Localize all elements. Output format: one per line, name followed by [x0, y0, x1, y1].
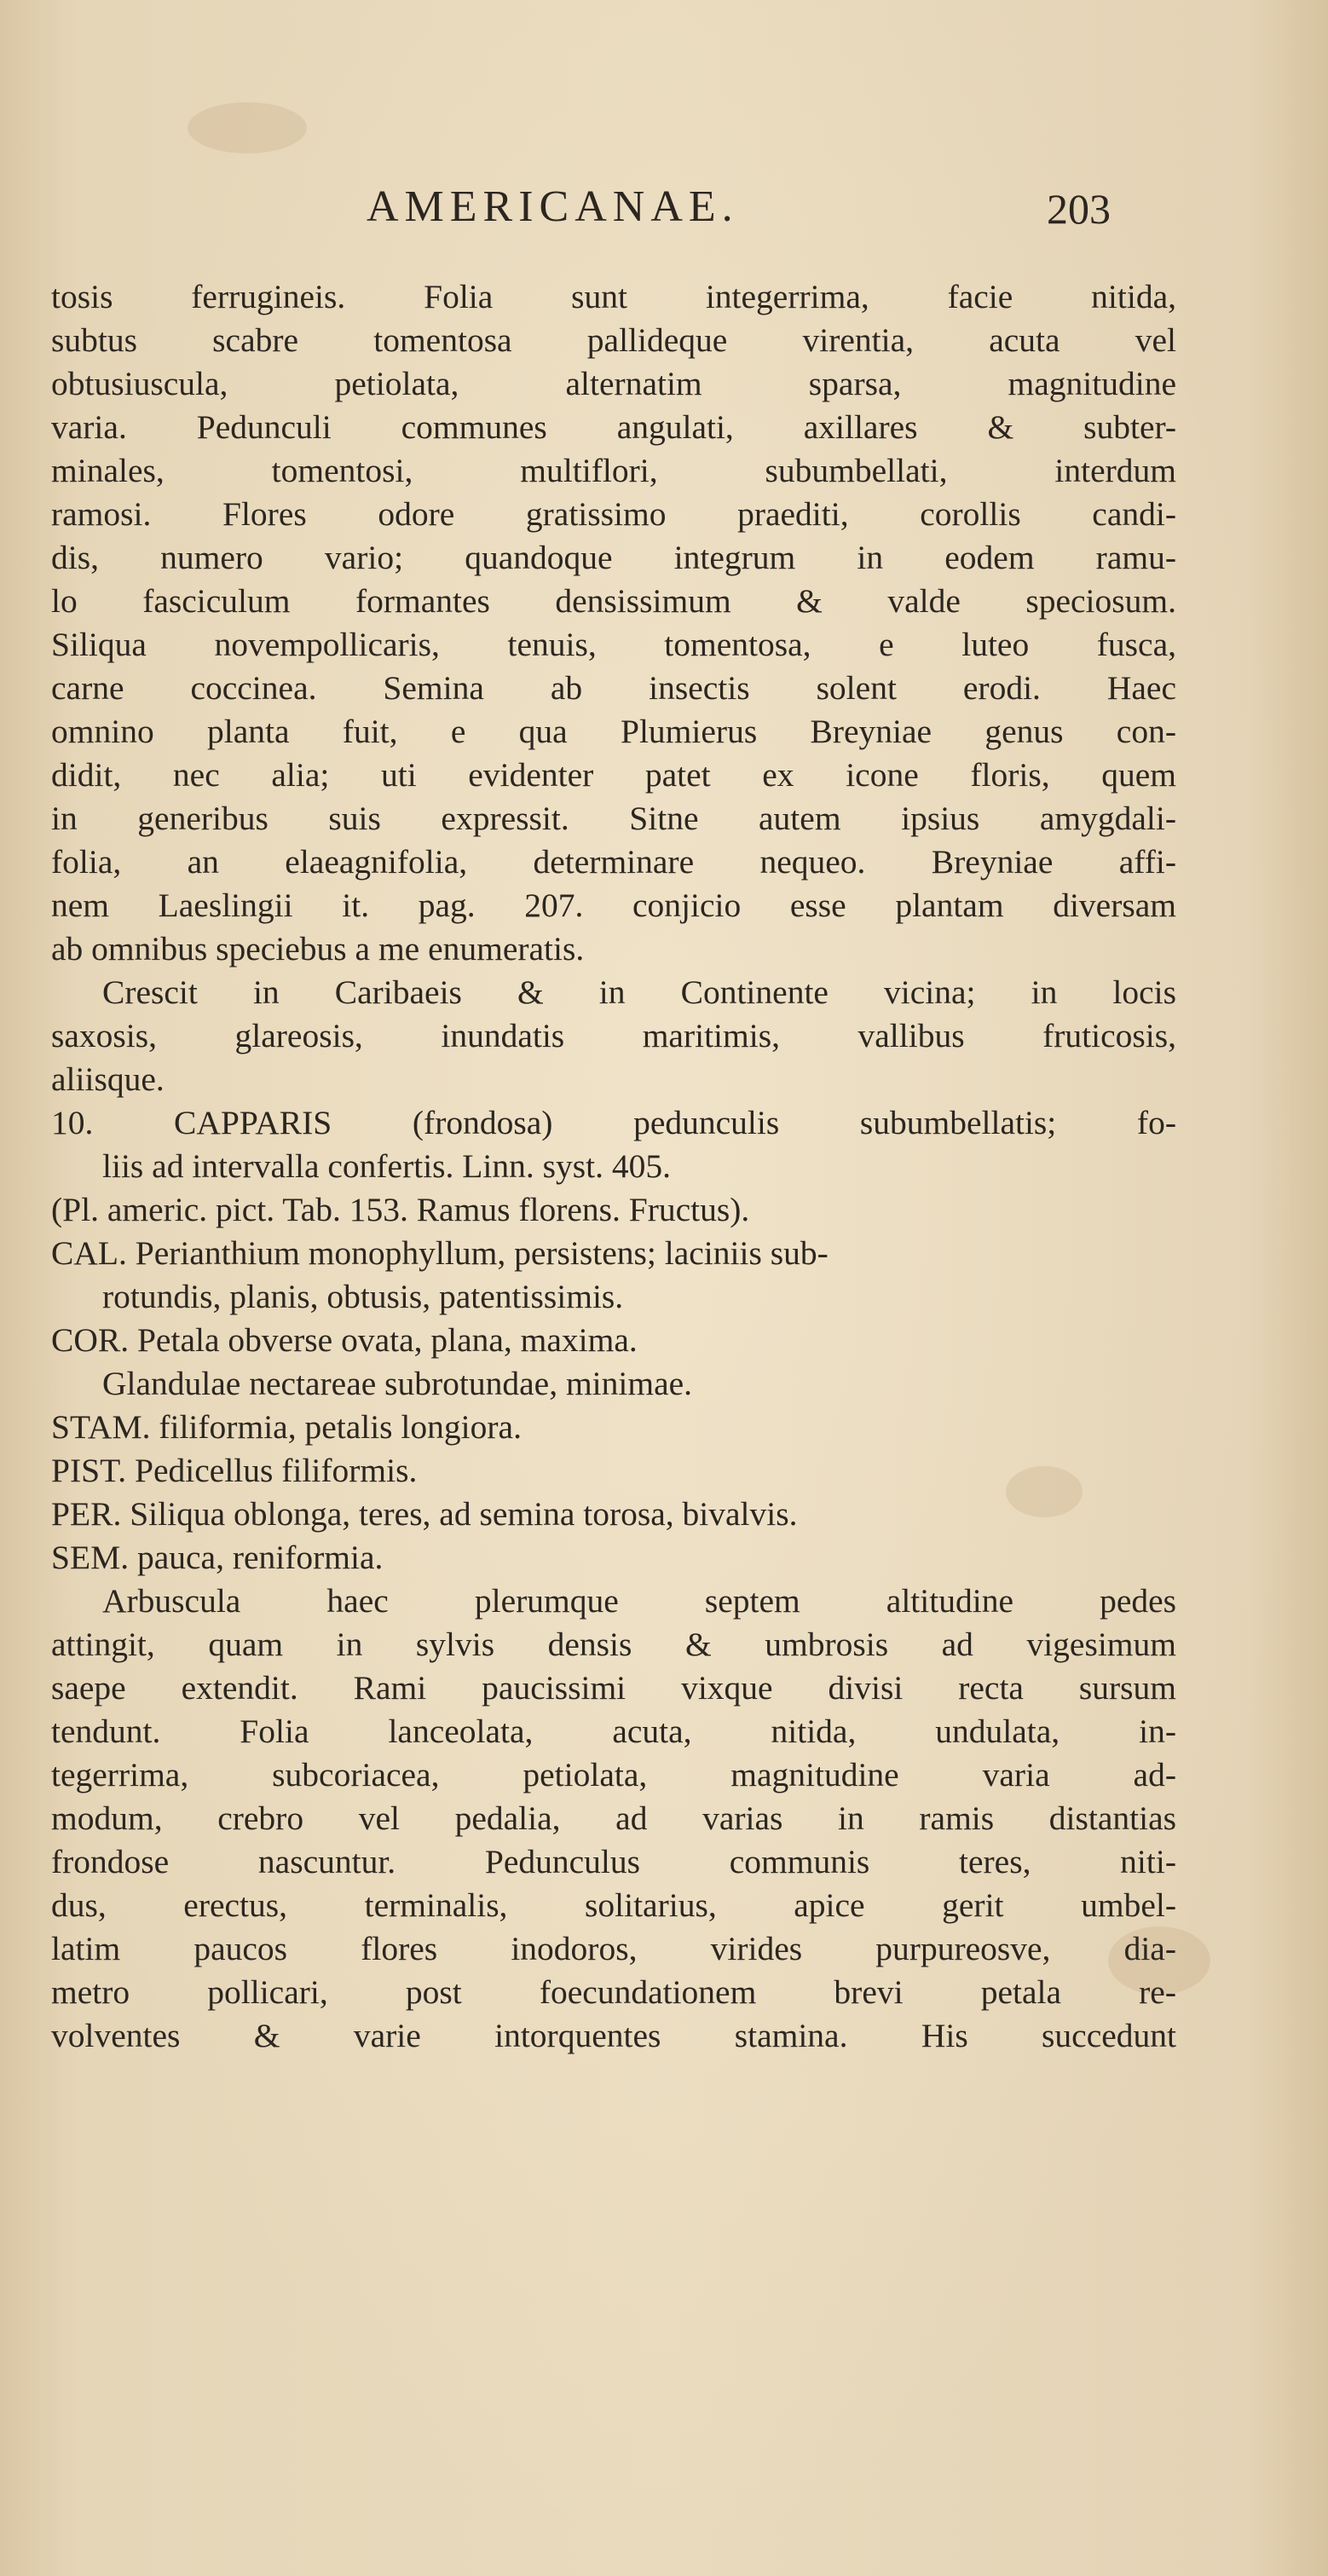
- text-line: tendunt. Folia lanceolata, acuta, nitida, undulata, in-: [51, 1713, 1176, 1750]
- text-line: in generibus suis expressit. Sitne autem ipsius amygdali-: [51, 800, 1176, 837]
- text-line: carne coccinea. Semina ab insectis solent erodi. Haec: [51, 669, 1176, 707]
- text-line: varia. Pedunculi communes angulati, axillares & subter-: [51, 408, 1176, 446]
- text-line: frondose nascuntur. Pedunculus communis teres, niti-: [51, 1843, 1176, 1880]
- text-line: folia, an elaeagnifolia, determinare nequeo. Breyniae affi-: [51, 843, 1176, 881]
- text-line: nem Laeslingii it. pag. 207. conjicio esse plantam diversam: [51, 887, 1176, 924]
- text-line: subtus scabre tomentosa pallideque virentia, acuta vel: [51, 321, 1176, 359]
- text-line: 10. CAPPARIS (frondosa) pedunculis subumbellatis; fo-: [51, 1104, 1176, 1141]
- text-line: volventes & varie intorquentes stamina. His succedunt: [51, 2017, 1176, 2054]
- text-line: ramosi. Flores odore gratissimo praediti, corollis candi-: [51, 495, 1176, 533]
- text-line: liis ad intervalla confertis. Linn. syst. 405.: [102, 1147, 671, 1185]
- paper-stain: [188, 102, 307, 153]
- text-line: lo fasciculum formantes densissimum & valde speciosum.: [51, 582, 1176, 620]
- text-line: STAM. filiformia, petalis longiora.: [51, 1408, 522, 1446]
- text-line: Siliqua novempollicaris, tenuis, tomentosa, e luteo fusca,: [51, 626, 1176, 663]
- text-line: CAL. Perianthium monophyllum, persistens; laciniis sub-: [51, 1234, 829, 1272]
- text-line: Arbuscula haec plerumque septem altitudine pedes: [102, 1582, 1176, 1620]
- text-line: tosis ferrugineis. Folia sunt integerrima, facie nitida,: [51, 278, 1176, 315]
- text-line: omnino planta fuit, e qua Plumierus Breyniae genus con-: [51, 713, 1176, 750]
- text-line: tegerrima, subcoriacea, petiolata, magnitudine varia ad-: [51, 1756, 1176, 1793]
- text-line: obtusiuscula, petiolata, alternatim sparsa, magnitudine: [51, 365, 1176, 402]
- text-line: aliisque.: [51, 1060, 165, 1098]
- text-line: dus, erectus, terminalis, solitarius, apice gerit umbel-: [51, 1886, 1176, 1924]
- text-line: metro pollicari, post foecundationem brevi petala re-: [51, 1973, 1176, 2011]
- text-line: attingit, quam in sylvis densis & umbrosis ad vigesimum: [51, 1626, 1176, 1663]
- text-line: latim paucos flores inodoros, virides purpureosve, dia-: [51, 1930, 1176, 1967]
- text-line: modum, crebro vel pedalia, ad varias in ramis distantias: [51, 1799, 1176, 1837]
- text-line: PER. Siliqua oblonga, teres, ad semina torosa, bivalvis.: [51, 1495, 798, 1533]
- text-line: ab omnibus speciebus a me enumeratis.: [51, 930, 585, 967]
- running-header: [0, 177, 1328, 237]
- text-line: rotundis, planis, obtusis, patentissimis.: [102, 1278, 624, 1315]
- text-line: SEM. pauca, reniformia.: [51, 1539, 384, 1576]
- text-line: COR. Petala obverse ovata, plana, maxima.: [51, 1321, 638, 1359]
- body-text: [51, 275, 1176, 2058]
- text-line: minales, tomentosi, multiflori, subumbellati, interdum: [51, 452, 1176, 489]
- text-line: Glandulae nectareae subrotundae, minimae.: [102, 1365, 693, 1402]
- text-line: saepe extendit. Rami paucissimi vixque divisi recta sursum: [51, 1669, 1176, 1707]
- page-number: 203: [1047, 185, 1111, 233]
- running-title: AMERICANAE.: [367, 182, 739, 231]
- text-line: dis, numero vario; quandoque integrum in eodem ramu-: [51, 539, 1176, 576]
- text-line: Crescit in Caribaeis & in Continente vicina; in locis: [102, 973, 1176, 1011]
- text-line: didit, nec alia; uti evidenter patet ex icone floris, quem: [51, 756, 1176, 794]
- text-line: (Pl. americ. pict. Tab. 153. Ramus florens. Fructus).: [51, 1191, 750, 1228]
- text-line: saxosis, glareosis, inundatis maritimis, vallibus fruticosis,: [51, 1017, 1176, 1054]
- text-line: PIST. Pedicellus filiformis.: [51, 1452, 418, 1489]
